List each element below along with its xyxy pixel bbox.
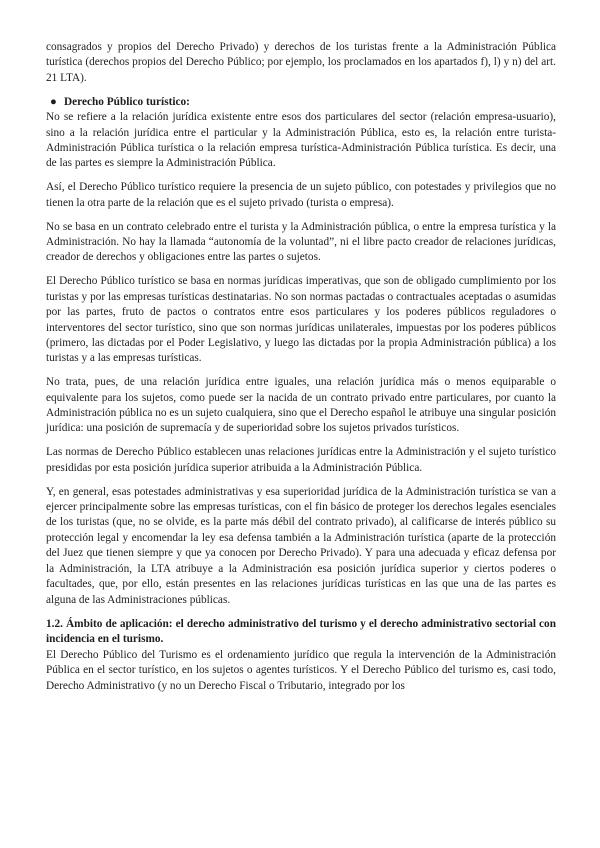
- paragraph-normas-derecho-publico: Las normas de Derecho Público establecen unas relaciones jurídicas entre la Administración y el sujeto turístico presididas por esta posición jurídica superior atribuida a la Administración Pública.: [46, 446, 556, 474]
- paragraph-derecho-publico-turismo: El Derecho Público del Turismo es el ordenamiento jurídico que regula la intervención de la Administración Pública en el sector turístico, en los sujetos o agentes turísticos. Y el Derecho Público del turismo es, casi todo, Derecho Administrativo (y no un Derecho Fiscal o Tributario, integrado por los: [46, 648, 556, 692]
- paragraph-continuation: consagrados y propios del Derecho Privado) y derechos de los turistas frente a la Administración Pública turística (derechos propios del Derecho Público; por ejemplo, los proclamados en los apartados f), l) y n) del art. 21 LTA).: [46, 41, 556, 84]
- paragraph-relacion-juridica: No se refiere a la relación jurídica existente entre esos dos particulares del sector (relación empresa-usuario), sino a la relación jurídica entre el particular y la Administración Pública, esto es, la relación entre turista-Administración Pública turística o la relación empresa turística-Administración Pública turística. Es decir, una de las partes es siempre la Administración Pública.: [46, 111, 556, 170]
- bullet-heading-derecho-publico: [46, 95, 556, 110]
- paragraph-sujeto-publico: Así, el Derecho Público turístico requiere la presencia de un sujeto público, con potestades y privilegios que no tienen la otra parte de la relación que es el sujeto privado (turista o empresa).: [46, 181, 556, 209]
- document-page: [46, 40, 556, 694]
- paragraph-contrato: No se basa en un contrato celebrado entre el turista y la Administración pública, o entre la empresa turística y la Administración. No hay la llamada “autonomía de la voluntad”, ni el libre pacto creador de relaciones jurídicas, creador de derechos y obligaciones entre las partes o sujetos.: [46, 220, 556, 264]
- paragraph-normas-imperativas: El Derecho Público turístico se basa en normas jurídicas imperativas, que son de obligado cumplimiento por los turistas y por las empresas turísticas destinatarias. No son normas pactadas o contractuales aceptadas o asumidas por las partes, fruto de pactos o contratos entre esos particulares y los poderes públicos reguladores o interventores del sector turístico, sino que son normas jurídicas unilaterales, impuestas por los poderes públicos (primero, las dictadas por el Poder Legislativo, y luego las dictadas por la propia Administración pública) a los turistas y a las empresas turísticas.: [46, 275, 556, 365]
- paragraph-potestades: Y, en general, esas potestades administrativas y esa superioridad jurídica de la Administración turística se van a ejercer principalmente sobre las empresas turísticas, con el fin básico de proteger los derechos legales esenciales de los turistas (que, no se olvide, es la parte más débil del contrato privado), al calificarse de interés público su protección legal y encomendar la ley esa defensa también a la Administración turística (aparte de la protección del Juez que tienen siempre y que ya conocen por Derecho Privado). Y para una adecuada y eficaz defensa por la Administración, la LTA atribuye a la Administración esa posición jurídica superior y ciertos poderes o facultades, que, por ello, están presentes en las relaciones jurídicas turísticas en las que una de las partes es alguna de las Administraciones públicas.: [46, 485, 556, 606]
- section-heading-ambito: 1.2. Ámbito de aplicación: el derecho administrativo del turismo y el derecho administrativo sectorial con incidencia en el turismo.: [46, 617, 556, 646]
- paragraph-relacion-iguales: No trata, pues, de una relación jurídica entre iguales, una relación jurídica más o menos equiparable o equivalente para los sujetos, como puede ser la nacida de un contrato privado entre particulares, por cuanto la Administración pública no es un sujeto cualquiera, sino que el Derecho español le atribuye una singular posición jurídica: una posición de supremacía y de superioridad sobre los sujetos privados turísticos.: [46, 376, 556, 435]
- bullet-icon: ●: [50, 95, 57, 108]
- bullet-heading-text: Derecho Público turístico:: [64, 95, 190, 108]
